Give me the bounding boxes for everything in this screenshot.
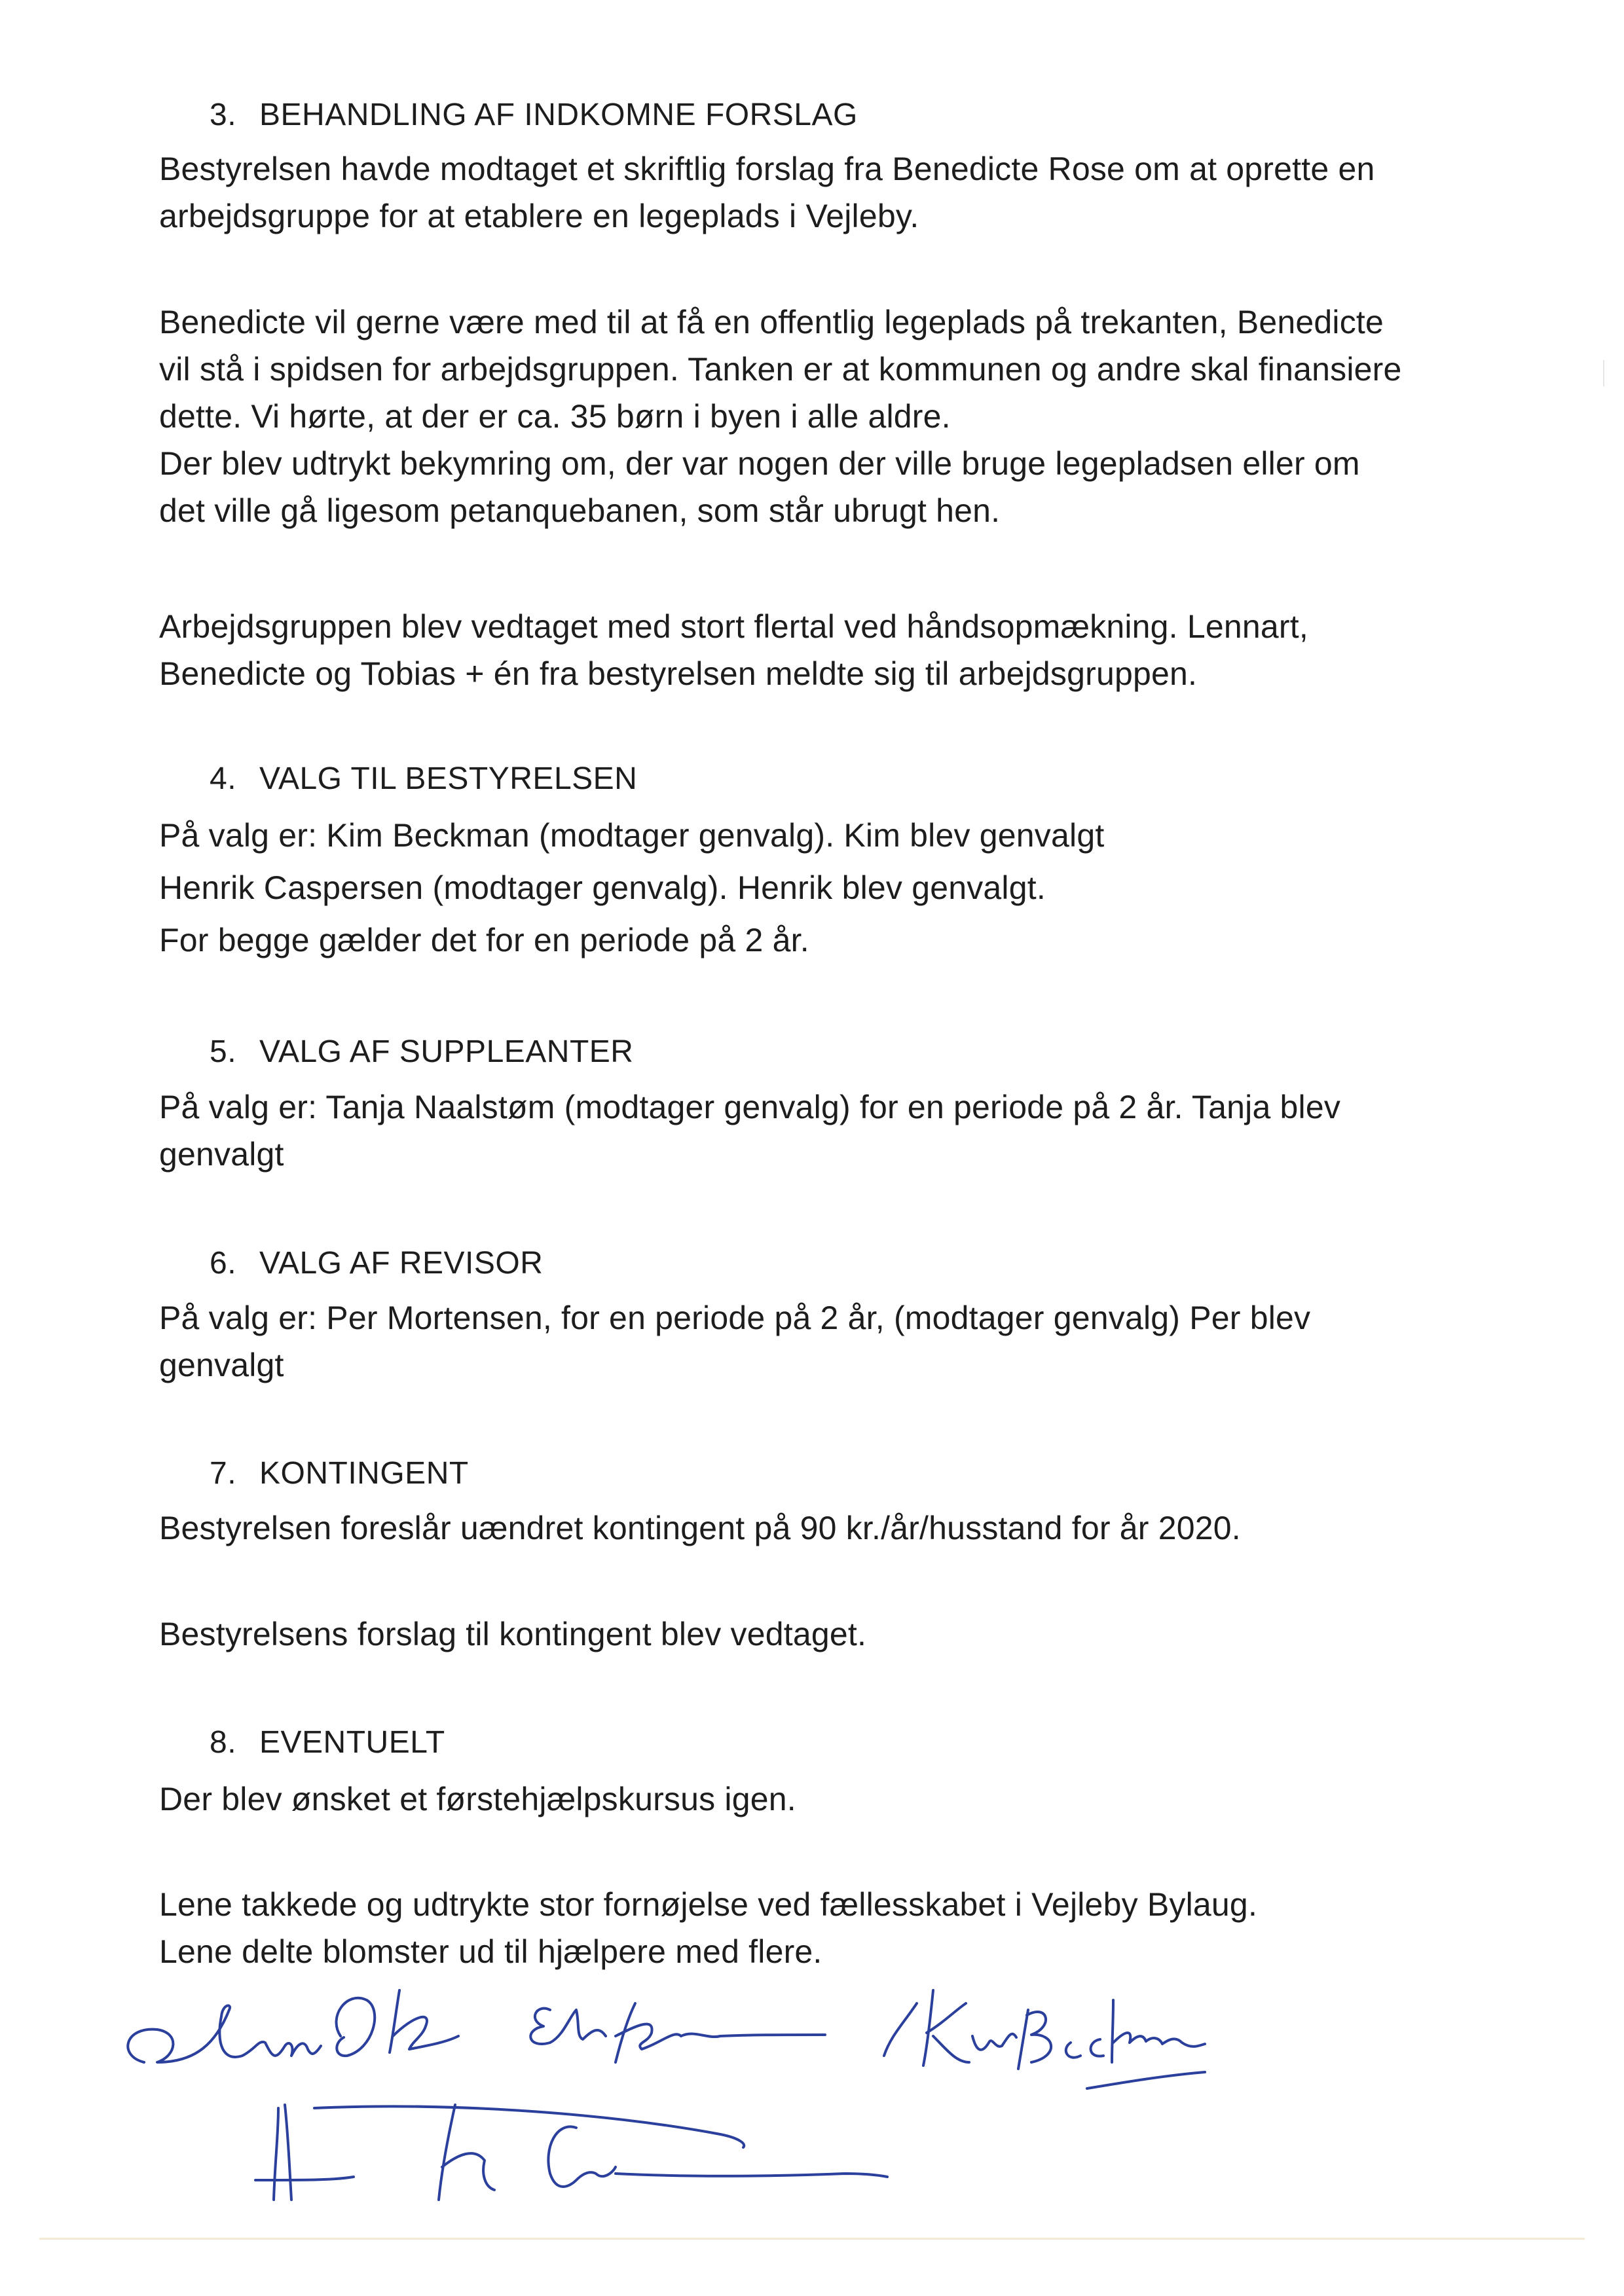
section-number: 6. (210, 1246, 237, 1281)
section-title: KONTINGENT (259, 1456, 469, 1491)
section-4-heading (210, 759, 637, 799)
text-line: Der blev ønsket et førstehjælpskursus igen. (159, 1781, 796, 1817)
section-number: 4. (210, 761, 237, 796)
text-line: vil stå i spidsen for arbejdsgruppen. Tanken er at kommunen og andre skal finansiere (159, 351, 1402, 388)
section-8-heading (210, 1723, 445, 1762)
text-line: dette. Vi hørte, at der er ca. 35 børn i byen i alle aldre. (159, 398, 951, 435)
text-line: Lene takkede og udtrykte stor fornøjelse ved fællesskabet i Vejleby Bylaug. (159, 1886, 1258, 1923)
section-6-heading (210, 1244, 543, 1283)
section-7-paragraph-1 (159, 1504, 1482, 1552)
text-line: For begge gælder det for en periode på 2 år. (159, 922, 809, 958)
section-title: VALG TIL BESTYRELSEN (259, 761, 638, 796)
text-line: genvalgt (159, 1136, 284, 1173)
text-line: På valg er: Tanja Naalstøm (modtager genvalg) for en periode på 2 år. Tanja blev (159, 1089, 1341, 1125)
text-line: det ville gå ligesom petanquebanen, som står ubrugt hen. (159, 492, 1001, 529)
text-line: Henrik Caspersen (modtager genvalg). Henrik blev genvalgt. (159, 869, 1046, 906)
section-6-body (159, 1294, 1482, 1389)
scan-edge-rule (39, 2238, 1585, 2240)
section-7-paragraph-2 (159, 1611, 1482, 1658)
text-line: Bestyrelsen havde modtaget et skriftlig forslag fra Benedicte Rose om at oprette en (159, 151, 1375, 187)
text-line: Bestyrelsen foreslår uændret kontingent på 90 kr./år/husstand for år 2020. (159, 1510, 1241, 1546)
signature-kim-beckman (884, 1990, 1205, 2088)
section-3-paragraph-3 (159, 603, 1482, 697)
section-4-body (159, 812, 1482, 964)
text-line: På valg er: Per Mortensen, for en periode på 2 år, (modtager genvalg) Per blev (159, 1300, 1311, 1336)
section-3-paragraph-2 (159, 299, 1482, 534)
section-title: BEHANDLING AF INDKOMNE FORSLAG (259, 98, 858, 132)
section-8-closing (159, 1881, 1482, 1975)
scan-edge-mark (1603, 360, 1604, 386)
section-number: 3. (210, 98, 237, 132)
section-7-heading (210, 1454, 469, 1493)
text-line: Arbejdsgruppen blev vedtaget med stort flertal ved håndsopmækning. Lennart, (159, 608, 1308, 645)
section-number: 7. (210, 1456, 237, 1491)
section-number: 5. (210, 1034, 237, 1069)
signature-henrik-caspersen (255, 2105, 887, 2200)
handwritten-signatures (118, 1964, 1297, 2219)
section-3-paragraph-1 (159, 145, 1482, 240)
section-5-body (159, 1084, 1482, 1178)
signature-erling-andersen (530, 2003, 825, 2062)
section-3-heading (210, 96, 858, 135)
signature-lene-olsen (128, 1990, 458, 2062)
section-number: 8. (210, 1725, 237, 1760)
text-line: Bestyrelsens forslag til kontingent blev vedtaget. (159, 1616, 867, 1652)
text-line: arbejdsgruppe for at etablere en legeplads i Vejleby. (159, 198, 919, 234)
text-line: Lene delte blomster ud til hjælpere med flere. (159, 1933, 822, 1970)
text-line: Der blev udtrykt bekymring om, der var nogen der ville bruge legepladsen eller om (159, 445, 1360, 482)
section-title: VALG AF REVISOR (259, 1246, 544, 1281)
text-line: På valg er: Kim Beckman (modtager genvalg). Kim blev genvalgt (159, 817, 1105, 854)
section-title: EVENTUELT (259, 1725, 445, 1760)
text-line: genvalgt (159, 1347, 284, 1383)
text-line: Benedicte og Tobias + én fra bestyrelsen meldte sig til arbejdsgruppen. (159, 655, 1198, 692)
section-8-paragraph-1 (159, 1776, 1482, 1823)
section-title: VALG AF SUPPLEANTER (259, 1034, 634, 1069)
text-line: Benedicte vil gerne være med til at få en offentlig legeplads på trekanten, Benedicte (159, 304, 1384, 340)
section-5-heading (210, 1032, 633, 1072)
